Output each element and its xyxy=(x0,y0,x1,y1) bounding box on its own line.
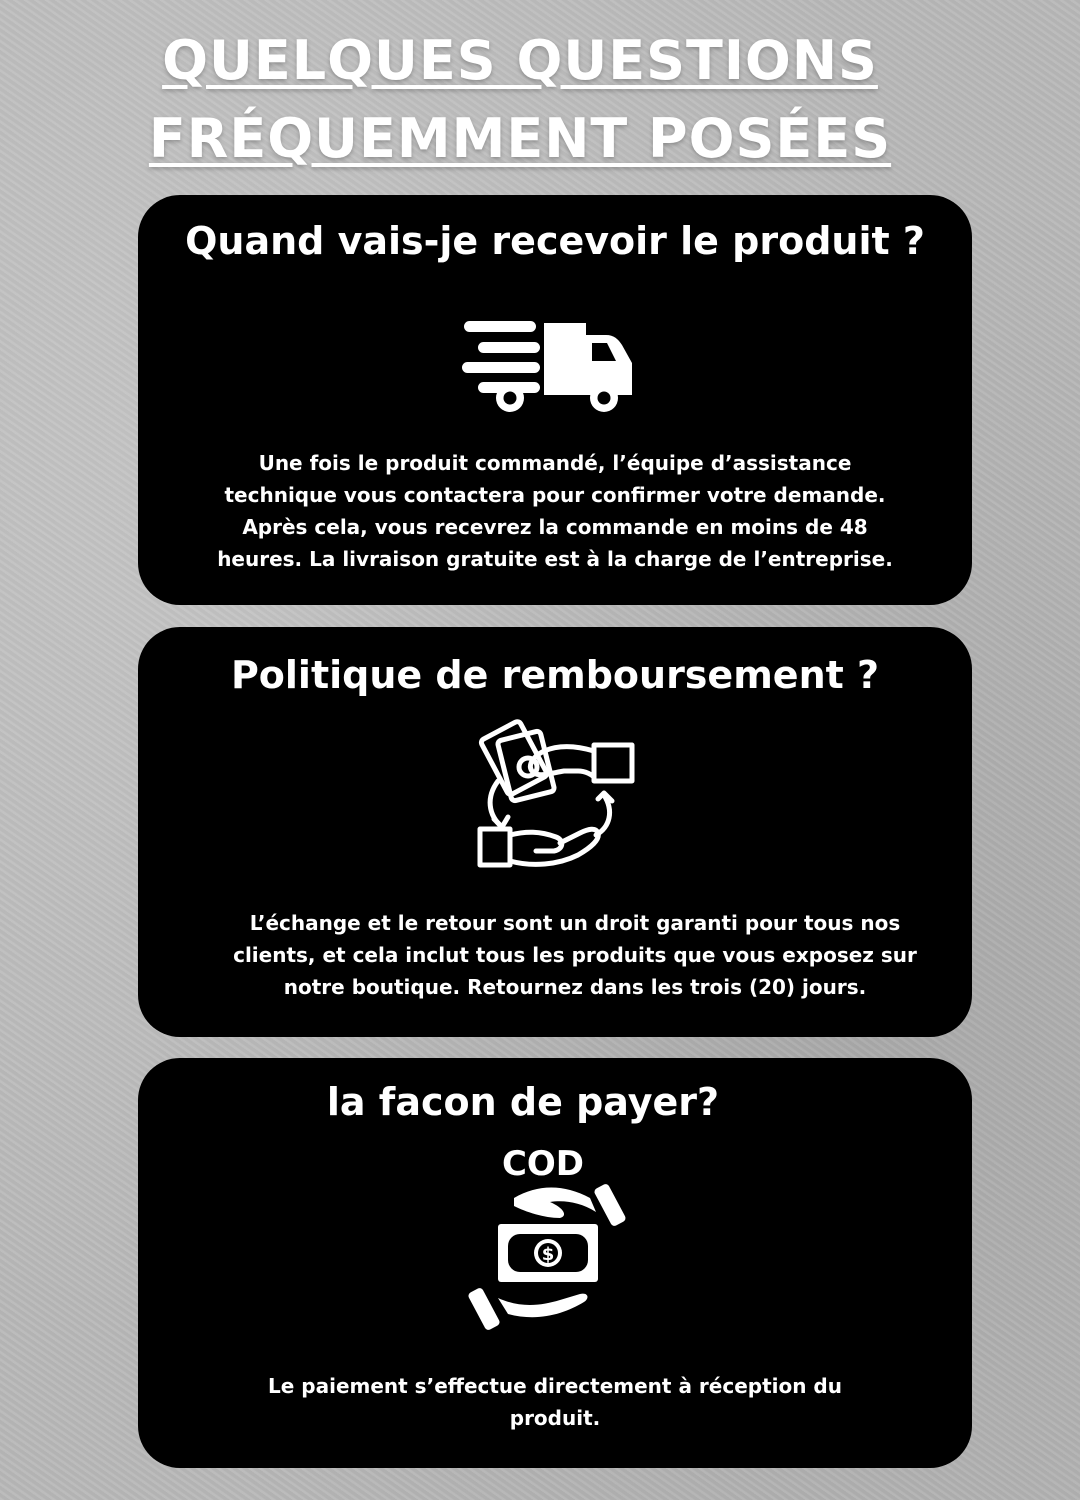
faq-question-payment: la facon de payer? xyxy=(326,1080,720,1124)
answer-line: clients, et cela inclut tous les produits que vous exposez sur xyxy=(233,943,917,967)
answer-line: produit. xyxy=(509,1406,601,1430)
answer-line: technique vous contactera pour confirmer votre demande. xyxy=(224,483,886,507)
faq-answer-refund xyxy=(198,907,952,1003)
faq-card-payment xyxy=(138,1058,972,1468)
delivery-truck-icon xyxy=(456,313,640,421)
faq-question-refund: Politique de remboursement ? xyxy=(230,653,880,697)
faq-card-refund xyxy=(138,627,972,1037)
faq-answer-delivery xyxy=(198,447,912,575)
cash-payment-icon xyxy=(468,1178,632,1336)
cod-badge: COD xyxy=(501,1144,585,1184)
answer-line: L’échange et le retour sont un droit garanti pour tous nos xyxy=(249,911,901,935)
page-title xyxy=(0,22,1040,178)
faq-question-delivery: Quand vais-je recevoir le produit ? xyxy=(185,219,925,263)
svg-text:$: $ xyxy=(541,1244,555,1265)
answer-line: heures. La livraison gratuite est à la charge de l’entreprise. xyxy=(217,547,893,571)
answer-line: Une fois le produit commandé, l’équipe d’assistance xyxy=(258,451,852,475)
page-title-line-1: QUELQUES QUESTIONS xyxy=(162,29,878,92)
refund-exchange-icon xyxy=(474,715,638,875)
page-title-line-2: FRÉQUEMMENT POSÉES xyxy=(148,107,892,170)
faq-card-delivery xyxy=(138,195,972,605)
faq-answer-payment xyxy=(198,1370,912,1434)
answer-line: Après cela, vous recevrez la commande en moins de 48 xyxy=(242,515,868,539)
answer-line: notre boutique. Retournez dans les trois (20) jours. xyxy=(283,975,867,999)
answer-line: Le paiement s’effectue directement à réception du xyxy=(268,1374,842,1398)
